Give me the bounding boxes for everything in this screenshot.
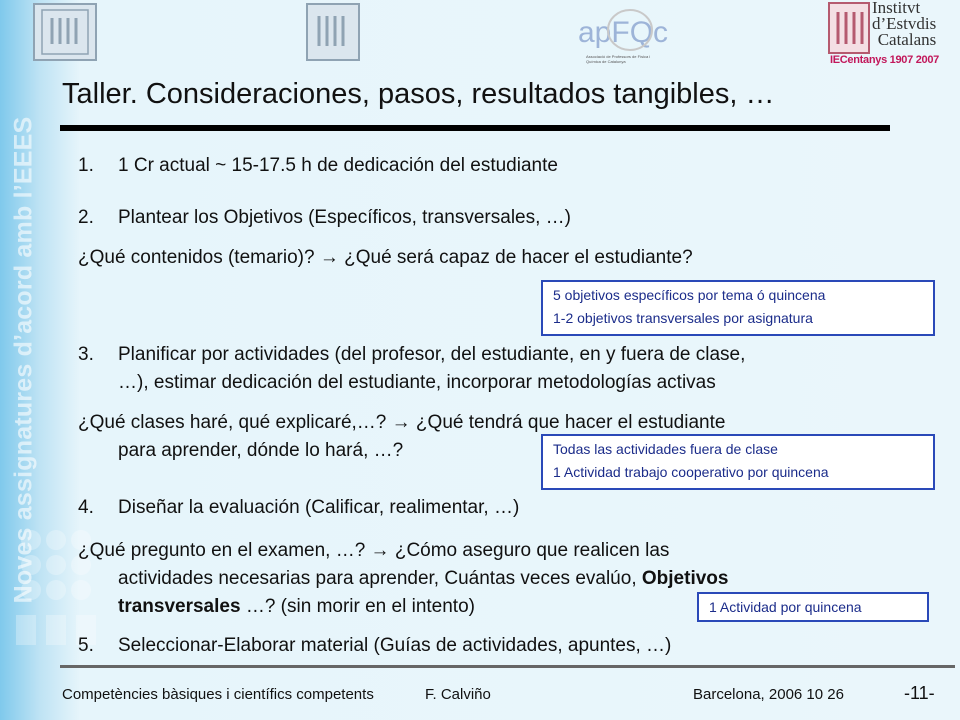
iec-centenary: IECentanys 1907 2007 [830,54,939,66]
question-3: ¿Qué clases haré, qué explicaré,…? → ¿Qué tendrá que hacer el estudiante [78,412,726,433]
question-4-cont2: transversales …? (sin morir en el intento) [118,596,475,617]
list-item-3-cont: …), estimar dedicación del estudiante, incorporar metodologías activas [118,372,716,393]
sidebar-vertical-title: Noves assignatures d’acord amb l’EEES [9,116,38,604]
iec-name: Institvt d’Estvdis Catalans [872,0,937,49]
question-4: ¿Qué pregunto en el examen, …? → ¿Cómo aseguro que realicen las [78,540,670,561]
page-number: -11- [904,683,935,703]
footer-course: Competències bàsiques i científics competents [62,686,374,703]
list-number: 5. [78,635,94,656]
footer-place-date: Barcelona, 2006 10 26 [693,686,844,703]
iec-logo [826,0,960,72]
list-number: 1. [78,155,94,176]
footer-author: F. Calviño [425,686,491,703]
catalana-seal-logo-2 [305,2,361,62]
title-rule [60,125,890,131]
catalana-seal-logo-1 [32,2,98,62]
info-box-2: Todas las actividades fuera de clase 1 Actividad trabajo cooperativo por quincena [541,434,935,490]
footer-rule [60,665,955,668]
question-4-cont: actividades necesarias para aprender, Cuántas veces evalúo, Objetivos [118,568,729,589]
list-number: 4. [78,497,94,518]
slide-title: Taller. Consideraciones, pasos, resultados tangibles, … [62,78,775,110]
apfqc-subtitle: Associació de Professors de Física i Química de Catalunya [586,54,651,64]
question-2: ¿Qué contenidos (temario)? → ¿Qué será capaz de hacer el estudiante? [78,247,693,268]
list-item-5: 5. Seleccionar-Elaborar material (Guías de actividades, apuntes, …) [78,632,671,660]
list-item-3: 3. Planificar por actividades (del profesor, del estudiante, en y fuera de clase, [78,341,745,369]
apfqc-logo [560,2,680,72]
list-item-2: 2. Plantear los Objetivos (Específicos, transversales, …) [78,204,571,232]
list-number: 3. [78,344,94,365]
list-number: 2. [78,207,94,228]
question-3-cont: para aprender, dónde lo hará, …? [118,440,404,461]
info-box-3: 1 Actividad por quincena [697,592,929,622]
apfqc-logo-mark: apFQc [578,16,669,49]
info-box-1: 5 objetivos específicos por tema ó quincena 1-2 objetivos transversales por asignatura [541,280,935,336]
list-item-4: 4. Diseñar la evaluación (Calificar, realimentar, …) [78,494,519,522]
list-item-1: 1. 1 Cr actual ~ 15-17.5 h de dedicación del estudiante [78,152,558,180]
sidebar [0,0,48,720]
